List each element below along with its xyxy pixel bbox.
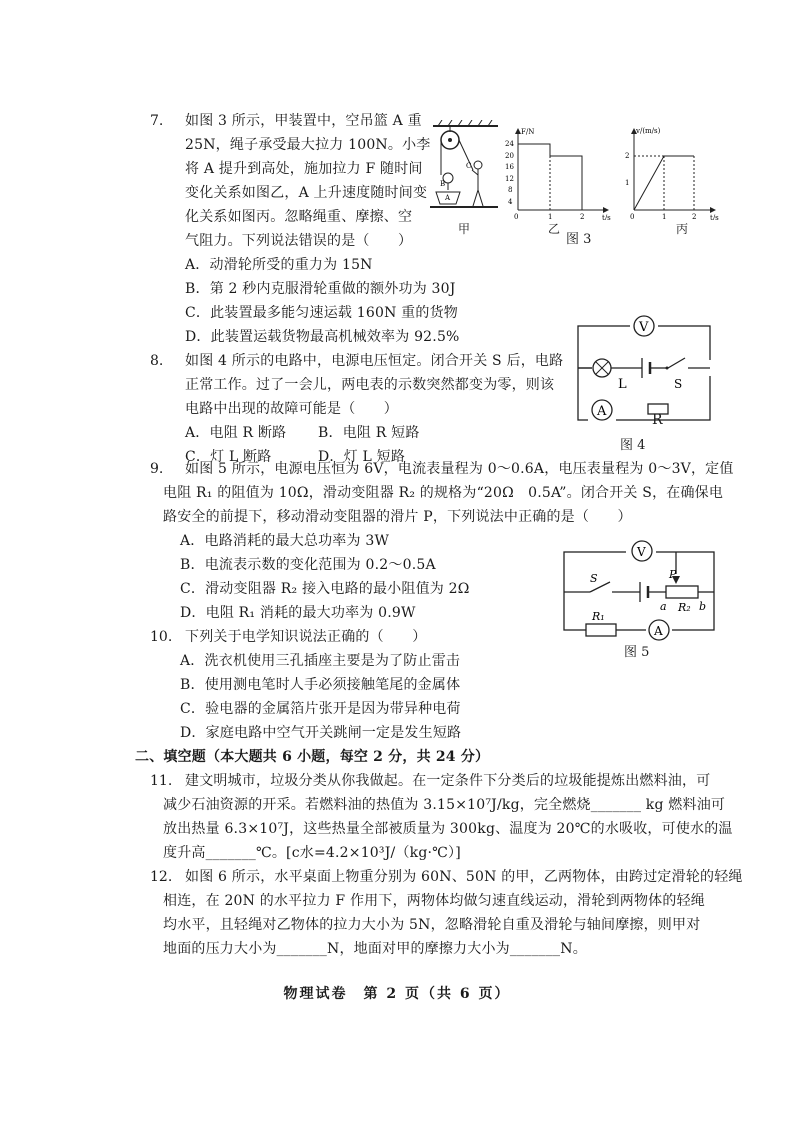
figure-3-force-time-graph xyxy=(502,124,612,220)
figure-3-velocity-time-graph xyxy=(622,124,720,220)
graph-yi-ytick: 20 xyxy=(505,152,514,160)
q7-option-d: D．此装置运载货物最高机械效率为 92.5% xyxy=(185,329,460,345)
q10-number: 10. xyxy=(150,629,173,645)
switch-label: S xyxy=(674,377,683,391)
graph-bing-ytick: 1 xyxy=(625,179,630,187)
q7-option-c: C．此装置最多能匀速运载 160N 重的货物 xyxy=(185,305,458,321)
q8-number: 8. xyxy=(150,353,164,369)
q9-option-b: B．电流表示数的变化范围为 0.2～0.5A xyxy=(180,557,436,573)
figure-3-yi-label: 乙 xyxy=(548,222,561,236)
lamp-label: L xyxy=(618,377,627,392)
q11-line: 度升高_______℃。[c水=4.2×10³J/（kg·℃）] xyxy=(163,845,461,861)
ammeter-label: A xyxy=(597,404,607,419)
q9-number: 9. xyxy=(150,461,164,477)
graph-yi-ytick: 12 xyxy=(505,175,514,183)
q8-stem-line: 如图 4 所示的电路中，电源电压恒定。闭合开关 S 后，电路 xyxy=(185,353,564,369)
graph-yi-ytick: 24 xyxy=(505,140,514,148)
q9-option-a: A．电路消耗的最大总功率为 3W xyxy=(180,533,390,549)
q12-line: 地面的压力大小为_______N，地面对甲的摩擦力大小为_______N。 xyxy=(163,941,587,957)
q7-option-b: B．第 2 秒内克服滑轮重做的额外功为 30J xyxy=(185,281,456,297)
graph-yi-ylabel: F/N xyxy=(521,128,535,136)
figure-5-caption: 图 5 xyxy=(624,645,650,660)
graph-yi-ytick: 8 xyxy=(508,186,513,194)
q12-number: 12. xyxy=(150,869,173,885)
q8-option-b: B．电阻 R 短路 xyxy=(318,425,420,441)
ammeter-label: A xyxy=(654,624,663,638)
figure-3-jia-label: 甲 xyxy=(458,222,471,236)
graph-yi-xtick: 2 xyxy=(580,213,585,220)
figure-5-circuit xyxy=(556,538,720,642)
q7-stem-line: 气阻力。下列说法错误的是（ ） xyxy=(185,233,413,249)
q8-option-a: A．电阻 R 断路 xyxy=(185,425,287,441)
voltmeter-label: V xyxy=(639,320,649,335)
q7-number: 7. xyxy=(150,113,164,129)
section-2-heading: 二、填空题（本大题共 6 小题，每空 2 分，共 24 分） xyxy=(135,749,490,765)
page-footer: 物理试卷 第 2 页（共 6 页） xyxy=(283,986,511,1002)
q8-option-d: D．灯 L 短路 xyxy=(318,449,406,465)
graph-bing-xtick: 0 xyxy=(630,213,635,220)
rheostat-r2-label: R₂ xyxy=(678,601,691,614)
q7-stem-line: 25N，绳子承受最大拉力 100N。小李 xyxy=(185,137,431,153)
q10-option-a: A．洗衣机使用三孔插座主要是为了防止雷击 xyxy=(180,653,461,669)
terminal-a-label: a xyxy=(660,600,667,613)
slider-p-label: P xyxy=(669,568,677,581)
q9-stem-line: 如图 5 所示，电源电压恒为 6V，电流表量程为 0～0.6A，电压表量程为 0～3V，定值 xyxy=(185,461,734,477)
voltmeter-label: V xyxy=(637,545,646,559)
q10-option-b: B．使用测电笔时人手必须接触笔尾的金属体 xyxy=(180,677,461,693)
graph-yi-xlabel: t/s xyxy=(602,214,611,220)
q12-line: 均水平，且轻绳对乙物体的拉力大小为 5N，忽略滑轮自重及滑轮与轴间摩擦，则甲对 xyxy=(163,917,701,933)
q11-number: 11. xyxy=(150,773,173,789)
resistor-r-label: R xyxy=(652,412,663,428)
q11-line: 建文明城市，垃圾分类从你我做起。在一定条件下分类后的垃圾能提炼出燃料油，可 xyxy=(185,773,711,789)
q12-line: 如图 6 所示，水平桌面上物重分别为 60N、50N 的甲，乙两物体，由跨过定滑轮的轻绳 xyxy=(185,869,743,885)
q7-stem-line: 化关系如图丙。忽略绳重、摩擦、空 xyxy=(185,209,413,225)
switch-label: S xyxy=(590,572,598,585)
q7-stem-line: 变化关系如图乙，A 上升速度随时间变 xyxy=(185,185,428,201)
resistor-r1-label: R₁ xyxy=(592,610,605,623)
q9-stem-line: 路安全的前提下，移动滑动变阻器的滑片 P，下列说法中正确的是（ ） xyxy=(163,509,632,525)
svg-text:B: B xyxy=(440,180,446,188)
q9-option-d: D．电阻 R₁ 消耗的最大功率为 0.9W xyxy=(180,605,416,621)
q9-option-c: C．滑动变阻器 R₂ 接入电路的最小阻值为 2Ω xyxy=(180,581,470,597)
graph-yi-ytick: 4 xyxy=(508,198,513,206)
q7-stem-line: 将 A 提升到高处，施加拉力 F 随时间 xyxy=(185,161,423,177)
q10-stem: 下列关于电学知识说法正确的（ ） xyxy=(185,629,427,645)
q12-line: 相连，在 20N 的水平拉力 F 作用下，两物体均做匀速直线运动，滑轮到两物体的轻绳 xyxy=(163,893,705,909)
q10-option-d: D．家庭电路中空气开关跳闸一定是发生短路 xyxy=(180,725,462,741)
graph-bing-ylabel: v/(m/s) xyxy=(636,127,661,135)
figure-3-apparatus xyxy=(428,120,513,230)
graph-bing-ytick: 2 xyxy=(625,152,630,160)
q9-stem-line: 电阻 R₁ 的阻值为 10Ω，滑动变阻器 R₂ 的规格为“20Ω 0.5A”。闭合开关 S，在确保电 xyxy=(163,485,724,501)
q7-stem-line: 如图 3 所示，甲装置中，空吊篮 A 重 xyxy=(185,113,422,129)
q8-option-c: C．灯 L 断路 xyxy=(185,449,272,465)
q7-option-a: A．动滑轮所受的重力为 15N xyxy=(185,257,373,273)
q11-line: 放出热量 6.3×10⁷J，这些热量全部被质量为 300kg、温度为 20℃的水吸收，可使水的温 xyxy=(163,821,733,837)
figure-3-bing-label: 丙 xyxy=(676,222,689,236)
q10-option-c: C．验电器的金属箔片张开是因为带异种电荷 xyxy=(180,701,461,717)
graph-bing-xtick: 2 xyxy=(692,213,697,220)
graph-yi-xtick: 0 xyxy=(514,213,519,220)
figure-4-caption: 图 4 xyxy=(620,438,646,453)
figure-3-caption: 图 3 xyxy=(566,232,592,247)
graph-yi-xtick: 1 xyxy=(548,213,553,220)
graph-yi-ytick: 16 xyxy=(505,163,514,171)
graph-bing-xlabel: t/s xyxy=(710,214,719,220)
q11-line: 减少石油资源的开采。若燃料油的热值为 3.15×10⁷J/kg，完全燃烧_______ kg 燃料油可 xyxy=(163,797,726,813)
q8-stem-line: 电路中出现的故障可能是（ ） xyxy=(185,401,398,417)
figure-4-circuit xyxy=(570,312,720,432)
graph-bing-xtick: 1 xyxy=(662,213,667,220)
svg-text:A: A xyxy=(445,194,451,202)
svg-text:C: C xyxy=(466,162,472,170)
q8-stem-line: 正常工作。过了一会儿，两电表的示数突然都变为零，则该 xyxy=(185,377,555,393)
terminal-b-label: b xyxy=(699,600,707,613)
